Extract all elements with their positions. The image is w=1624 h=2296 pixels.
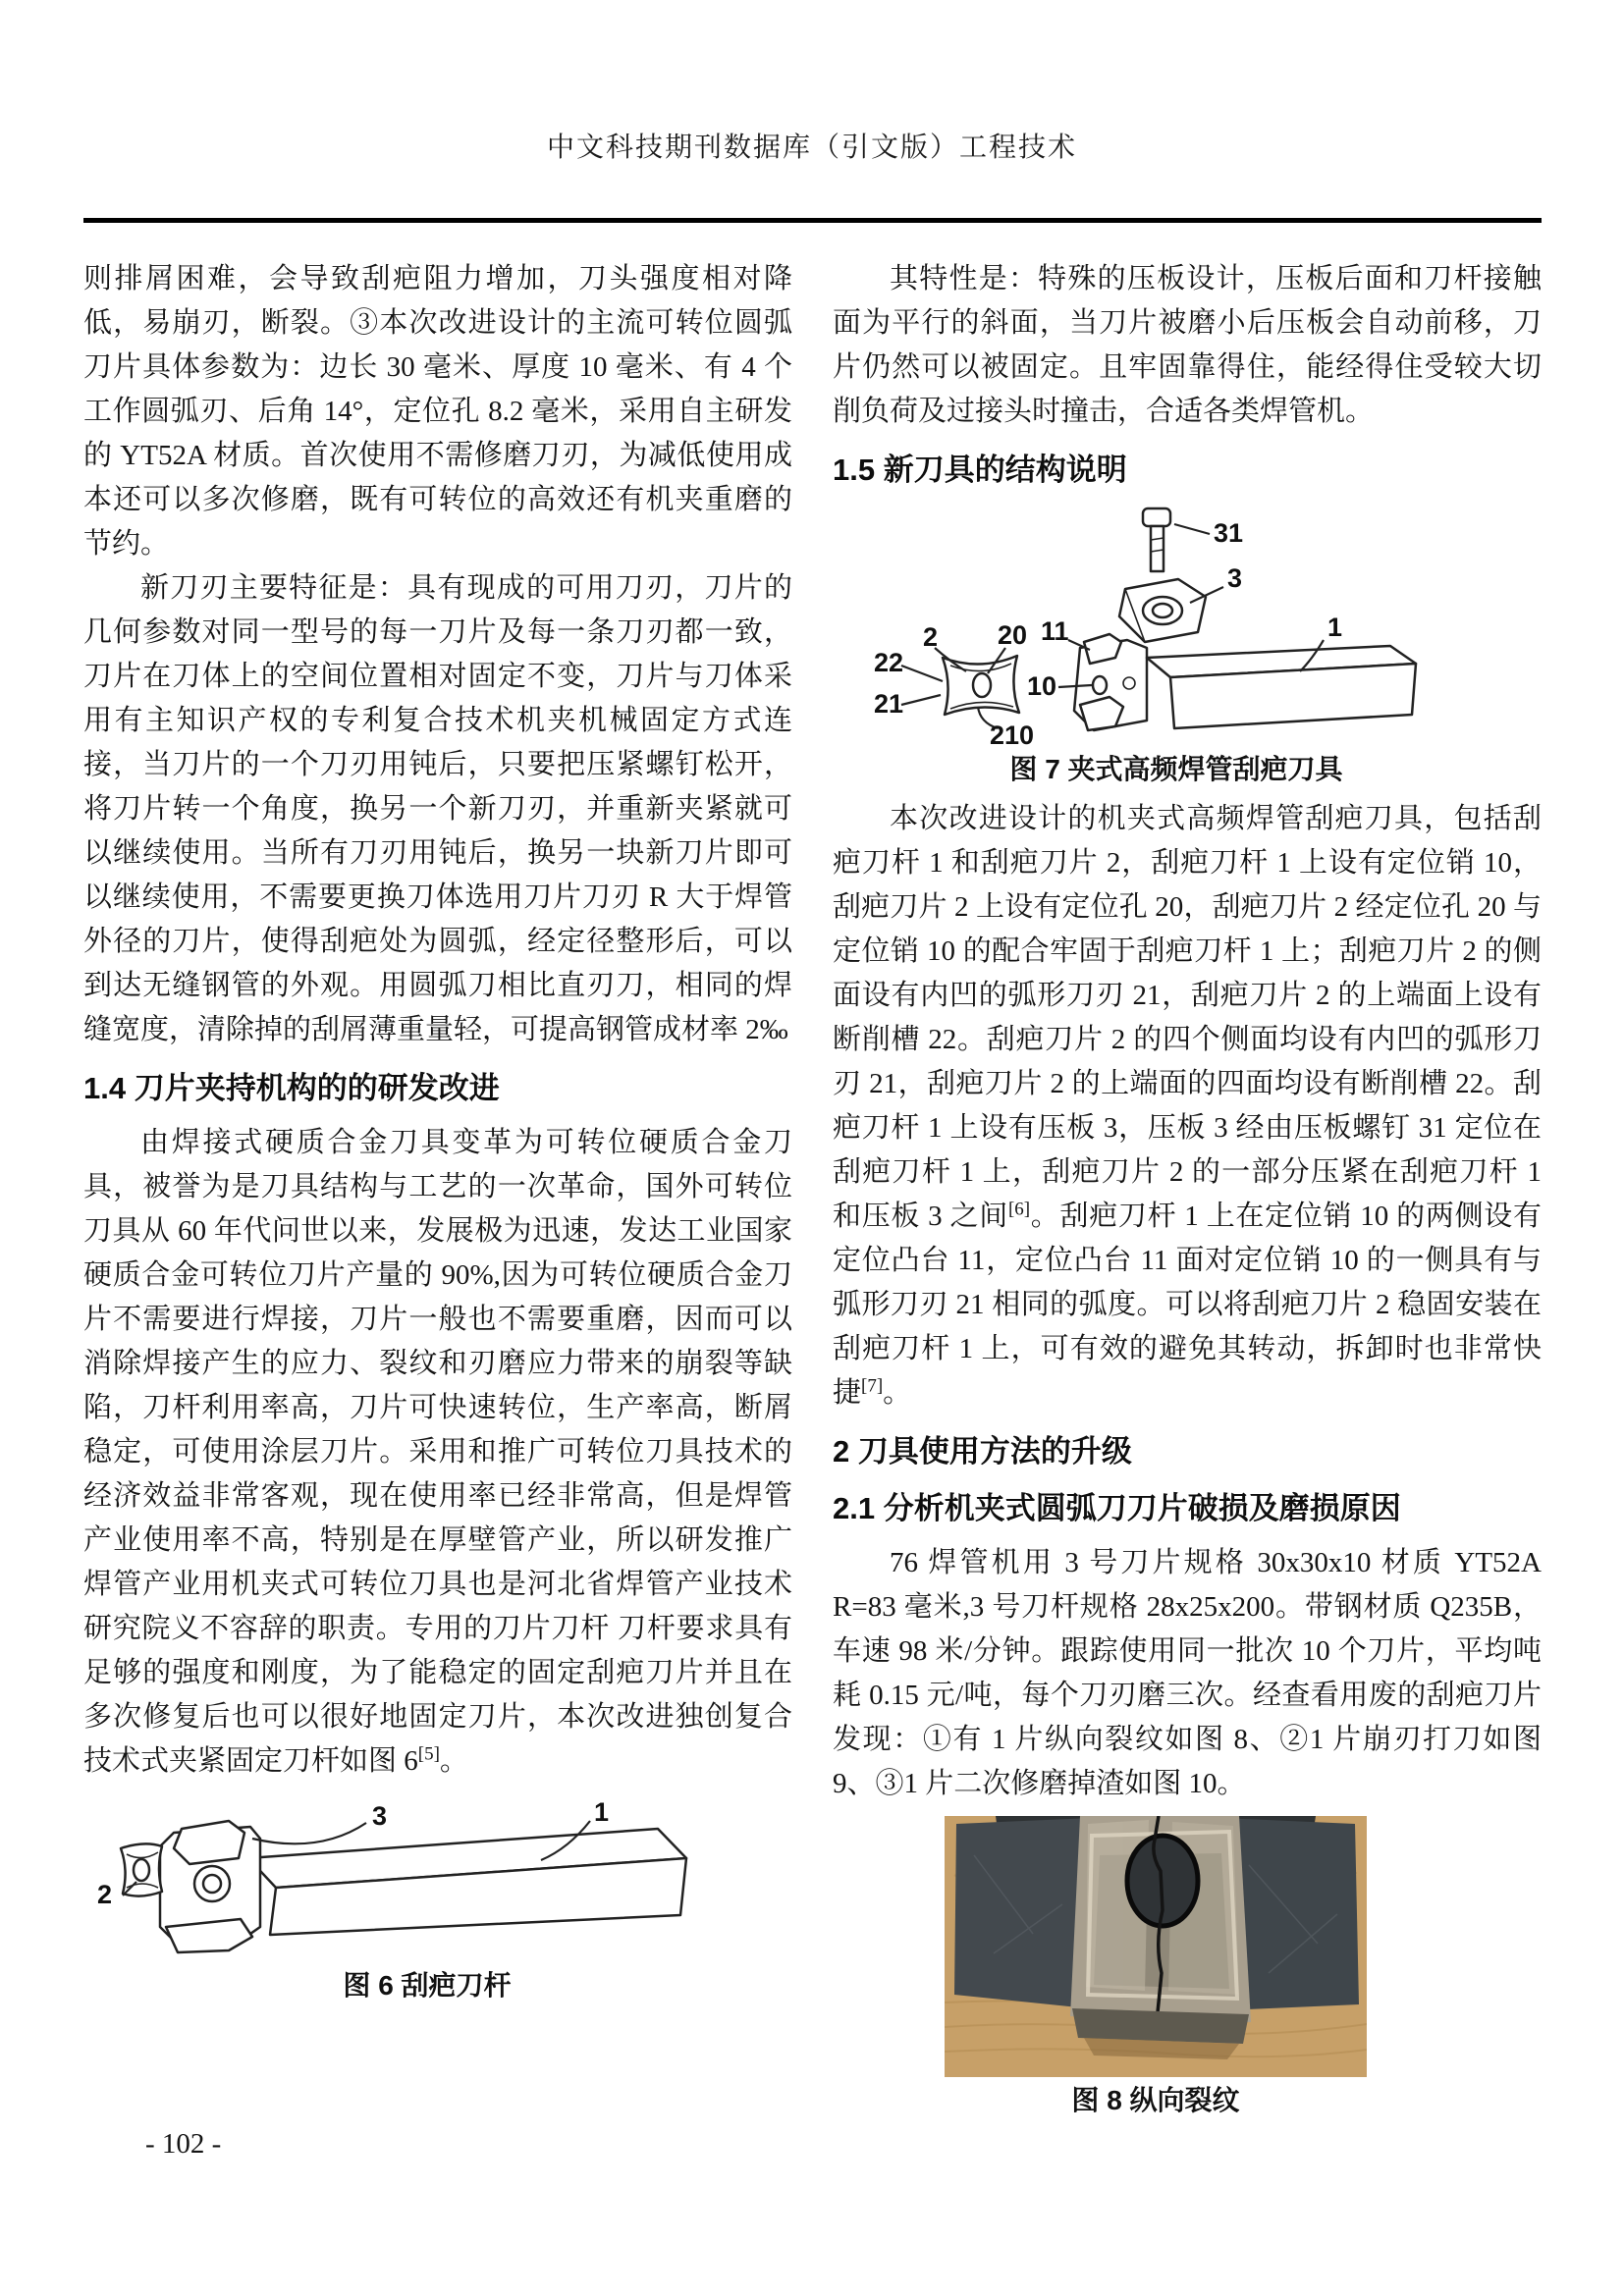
figure-6 xyxy=(83,1797,771,2003)
figure-7 xyxy=(833,503,1520,787)
clamp-plate-shape xyxy=(1119,579,1206,642)
figure-8 xyxy=(945,1816,1367,2118)
figure-7-label-groove: 22 xyxy=(874,648,904,677)
header-rule xyxy=(83,218,1542,223)
figure-7-label-plate: 3 xyxy=(1227,563,1243,593)
leader-line xyxy=(1174,524,1210,534)
citation-marker-7: [7] xyxy=(861,1375,884,1397)
figure-7-label-boss: 11 xyxy=(1041,616,1069,646)
figure-8-caption: 图 8 纵向裂纹 xyxy=(1071,2085,1240,2115)
figure-6-caption: 图 6 刮疤刀杆 xyxy=(343,1970,512,2001)
section-heading-2-1: 2.1 分析机夹式圆弧刀刀片破损及磨损原因 xyxy=(833,1491,1401,1525)
right-column xyxy=(833,257,1542,2118)
section-heading-1-5: 1.5 新刀具的结构说明 xyxy=(833,453,1127,487)
tool-head-shape xyxy=(160,1821,260,1952)
leader-line xyxy=(901,695,941,705)
citation-marker-5: [5] xyxy=(417,1743,440,1765)
page-number: - 102 - xyxy=(145,2128,222,2160)
paragraph-text: 由焊接式硬质合金刀具变革为可转位硬质合金刀具，被誉为是刀具结构与工艺的一次革命，国外可转位刀具从 60 年代问世以来，发展极为迅速，发达工业国家硬质合金可转位刀片产量的 90%,因为可转位硬质合金刀片不需要进行焊接，刀片一般也不需要重磨，因而可以消除焊接产生的应力、裂纹和刃磨应力带来的崩裂等缺陷，刀杆利用率高，刀片可快速转位，生产率高，断屑稳定，可使用涂层刀片。采用和推广可转位刀具技术的经济效益非常客观，现在使用率已经非常高，但是焊管产业使用率不高，特别是在厚壁管产业，所以研发推广焊管产业用机夹式可转位刀具也是河北省焊管产业技术研究院义不容辞的职责。专用的刀片刀杆 刀杆要求具有足够的强度和刚度，为了能稳定的固定刮疤刀片并且在多次修复后也可以很好地固定刀片，本次改进独创复合技术式夹紧固定刀杆如图 6 xyxy=(83,1127,792,1777)
paragraph xyxy=(833,797,1542,1415)
paragraph: 76 焊管机用 3 号刀片规格 30x30x10 材质 YT52A R=83 毫米,3 号刀杆规格 28x25x200。带钢材质 Q235B，车速 98 米/分钟。跟踪使用同一批次 10 个刀片，平均吨耗 0.15 元/吨，每个刀刃磨三次。经查看用废的刮疤刀片发现：①有 1 片纵向裂纹如图 8、②1 片崩刃打刀如图 9、③1 片二次修磨掉渣如图 10。 xyxy=(833,1547,1542,1799)
left-plate xyxy=(954,1818,1092,2008)
clamp-screw-shape xyxy=(1143,508,1170,571)
figure-6-label-bar: 1 xyxy=(594,1797,610,1827)
citation-marker-6: [6] xyxy=(1007,1199,1031,1220)
figure-6-drawing xyxy=(83,1797,771,1962)
figure-7-drawing xyxy=(833,503,1520,746)
figure-7-label-bottom: 210 xyxy=(990,721,1035,746)
paragraph-text: 。刮疤刀杆 1 上在定位销 10 的两侧设有定位凸台 11，定位凸台 11 面对定位销 10 的一侧具有与弧形刀刃 21 相同的弧度。可以将刮疤刀片 2 稳固安装在刮疤刀杆 1 上，可有效的避免其转动，拆卸时也非常快捷 xyxy=(833,1201,1542,1409)
tool-bar-shape xyxy=(1147,646,1416,728)
paragraph xyxy=(83,1121,792,1784)
figure-8-photo xyxy=(945,1816,1367,2077)
tool-bar-shape xyxy=(248,1829,686,1935)
paragraph-text: 。 xyxy=(439,1745,468,1777)
section-heading-1-4: 1.4 刀片夹持机构的的研发改进 xyxy=(83,1071,500,1105)
paragraph: 新刀刃主要特征是：具有现成的可用刀刃，刀片的几何参数对同一型号的每一刀片及每一条刀刃都一致，刀片在刀体上的空间位置相对固定不变，刀片与刀体采用有主知识产权的专利复合技术机夹机械固定方式连接，当刀片的一个刀刃用钝后，只要把压紧螺钉松开，将刀片转一个角度，换另一个新刀刃，并重新夹紧就可以继续使用。当所有刀刃用钝后，换另一块新刀片即可以继续使用，不需要更换刀体选用刀片刀刃 R 大于焊管外径的刀片，使得刮疤处为圆弧，经定径整形后，可以到达无缝钢管的外观。用圆弧刀相比直刃刀，相同的焊缝宽度，清除掉的刮屑薄重量轻，可提高钢管成材率 2‰ xyxy=(83,572,792,1045)
figure-7-label-pin: 10 xyxy=(1027,671,1057,701)
paragraph: 则排屑困难，会导致刮疤阻力增加，刀头强度相对降低，易崩刃，断裂。③本次改进设计的主流可转位圆弧刀片具体参数为：边长 30 毫米、厚度 10 毫米、有 4 个工作圆弧刃、后角 14°，定位孔 8.2 毫米，采用自主研发的 YT52A 材质。首次使用不需修磨刀刃，为减低使用成本还可以多次修磨，既有可转位的高效还有机夹重磨的节约。 xyxy=(83,263,792,560)
paragraph: 其特性是：特殊的压板设计，压板后面和刀杆接触面为平行的斜面，当刀片被磨小后压板会自动前移，刀片仍然可以被固定。且牢固靠得住，能经得住受较大切削负荷及过接头时撞击，合适各类焊管机。 xyxy=(833,263,1542,427)
paragraph-text: 。 xyxy=(883,1377,912,1409)
insert-shape xyxy=(121,1843,162,1896)
figure-6-label-insert: 2 xyxy=(97,1880,113,1909)
figure-7-caption: 图 7 夹式高频焊管刮疤刀具 xyxy=(1009,754,1343,784)
paragraph-text: 本次改进设计的机夹式高频焊管刮疤刀具，包括刮疤刀杆 1 和刮疤刀片 2，刮疤刀杆 1 上设有定位销 10，刮疤刀片 2 上设有定位孔 20，刮疤刀片 2 经定位孔 20 与定位销 10 的配合牢固于刮疤刀杆 1 上；刮疤刀片 2 的侧面设有内凹的弧形刀刃 21，刮疤刀片 2 的上端面上设有断削槽 22。刮疤刀片 2 的四个侧面均设有内凹的弧形刀刃 21，刮疤刀片 2 的上端面的四面均设有断削槽 22。刮疤刀杆 1 上设有压板 3，压板 3 经由压板螺钉 31 定位在刮疤刀杆 1 上，刮疤刀片 2 的一部分压紧在刮疤刀杆 1 和压板 3 之间 xyxy=(833,803,1542,1232)
figure-7-label-insert: 2 xyxy=(923,622,939,652)
figure-7-label-hole: 20 xyxy=(998,620,1028,650)
left-column xyxy=(83,257,792,2003)
figure-7-label-screw: 31 xyxy=(1214,518,1244,548)
journal-header-title: 中文科技期刊数据库（引文版）工程技术 xyxy=(546,133,1077,163)
figure-7-label-edge: 21 xyxy=(874,689,904,719)
leader-line xyxy=(252,1823,366,1843)
figure-7-label-bar: 1 xyxy=(1327,613,1343,642)
figure-6-label-clamp: 3 xyxy=(372,1801,388,1831)
leader-line xyxy=(901,666,943,681)
section-heading-2: 2 刀具使用方法的升级 xyxy=(833,1434,1132,1468)
